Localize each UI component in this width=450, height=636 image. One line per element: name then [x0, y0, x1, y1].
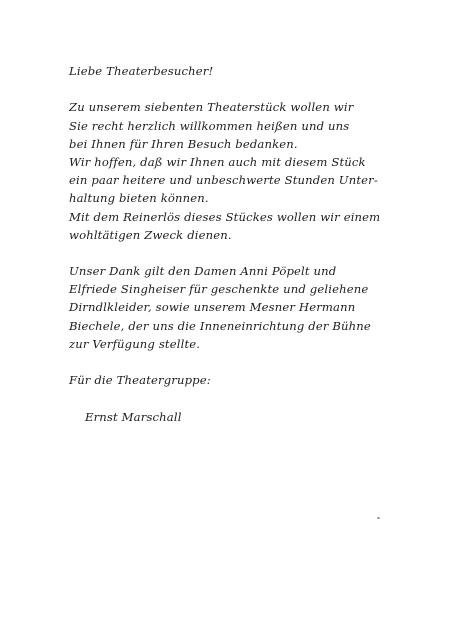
paragraph-line: Dirndlkleider, sowie unserem Mesner Hermann: [69, 300, 356, 315]
paragraph-line: Unser Dank gilt den Damen Anni Pöpelt und: [69, 264, 337, 279]
paragraph-line: bei Ihnen für Ihren Besuch bedanken.: [69, 136, 298, 151]
paragraph-line: Biechele, der uns die Inneneinrichtung der Bühne: [69, 318, 371, 333]
paragraph-line: Sie recht herzlich willkommen heißen und uns: [69, 118, 350, 133]
paragraph-line: haltung bieten können.: [69, 191, 209, 206]
paragraph-line: Wir hoffen, daß wir Ihnen auch mit diesem Stück: [69, 154, 366, 169]
letter-body: [69, 62, 429, 426]
letter-closing: Für die Theatergruppe:: [69, 373, 211, 388]
letter-greeting: Liebe Theaterbesucher!: [69, 64, 214, 78]
paragraph-line: Elfriede Singheiser für geschenkte und geliehene: [69, 282, 369, 297]
paragraph-gap: [69, 389, 429, 407]
letter-signature: Ernst Marschall: [85, 409, 182, 424]
paper-speck: [377, 517, 380, 519]
paragraph-gap: [69, 353, 429, 371]
paragraph-line: Zu unserem siebenten Theaterstück wollen wir: [69, 100, 354, 115]
paragraph-welcome: [69, 98, 429, 244]
paragraph-line: wohltätigen Zweck dienen.: [69, 227, 232, 242]
paragraph-line: ein paar heitere und unbeschwerte Stunden Unter-: [69, 173, 378, 188]
paragraph-line: Mit dem Reinerlös dieses Stückes wollen wir einem: [69, 209, 381, 224]
paragraph-line: zur Verfügung stellte.: [69, 336, 201, 351]
paragraph-gap: [69, 80, 429, 98]
paragraph-thanks: [69, 262, 429, 353]
paragraph-gap: [69, 244, 429, 262]
